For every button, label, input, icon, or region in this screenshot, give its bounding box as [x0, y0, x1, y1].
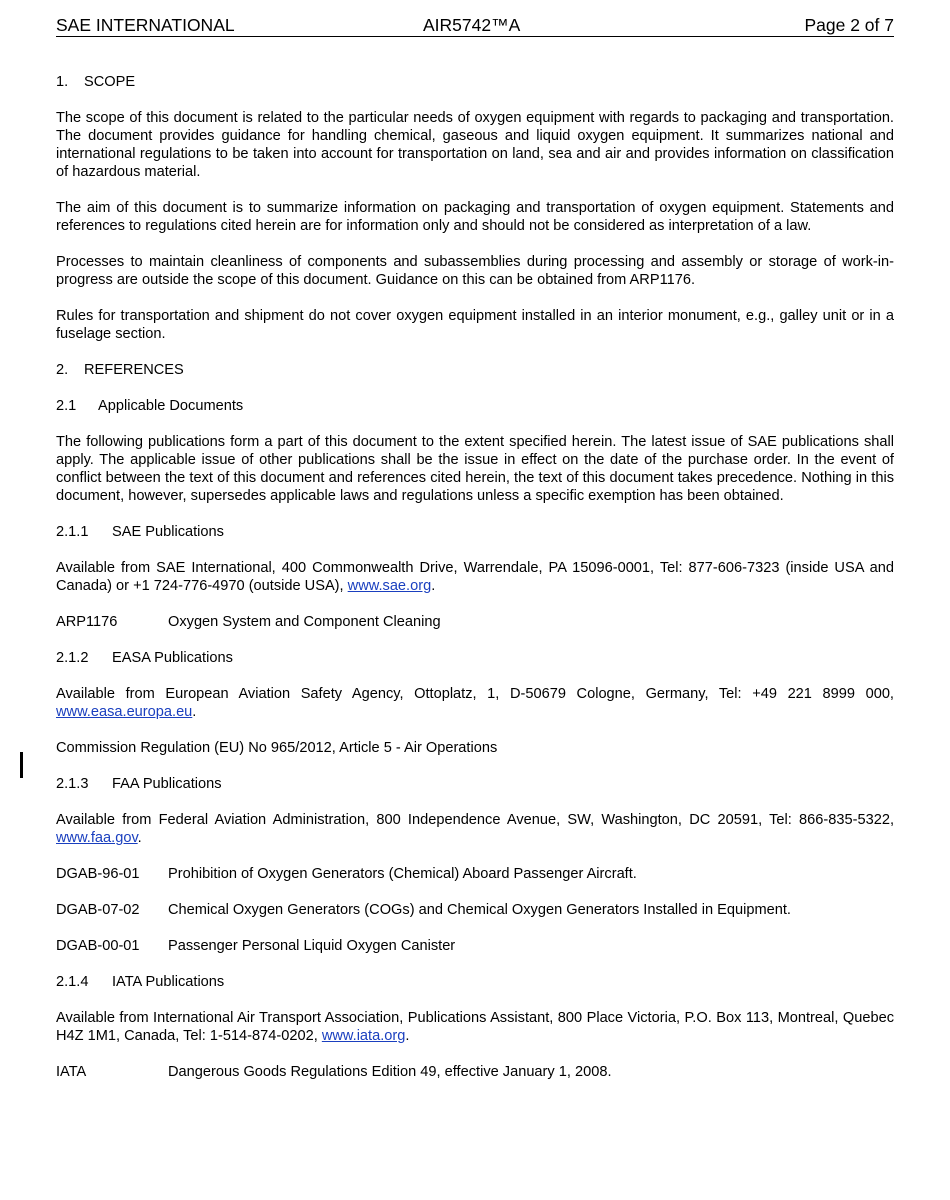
reference-item: IATA Dangerous Goods Regulations Edition 49, effective January 1, 2008. — [56, 1064, 612, 1080]
faa-availability: Available from Federal Aviation Administration, 800 Independence Avenue, SW, Washington, DC 20591, Tel: 866-835-5322, www.faa.gov. — [56, 812, 894, 846]
easa-reference: Commission Regulation (EU) No 965/2012, Article 5 - Air Operations — [56, 740, 498, 756]
reference-item: DGAB-00-01 Passenger Personal Liquid Oxygen Canister — [56, 938, 456, 954]
sae-availability: Available from SAE International, 400 Commonwealth Drive, Warrendale, PA 15096-0001, Tel: 877-606-7323 (inside USA and Canada) or +1 724-776-4970 (outside USA), www.sae.org. — [56, 560, 894, 594]
document-number: AIR5742™A — [423, 15, 521, 35]
iata-availability: Available from International Air Transport Association, Publications Assistant, 800 Place Victoria, P.O. Box 113, Montreal, Quebec H4Z 1M1, Canada, Tel: 1-514-874-0202, www.iata.org. — [56, 1010, 894, 1044]
page-header — [56, 15, 894, 37]
page-number: Page 2 of 7 — [804, 15, 894, 35]
faa-link[interactable]: www.faa.gov — [56, 830, 138, 846]
revision-change-bar — [20, 752, 23, 778]
reference-item: ARP1176 Oxygen System and Component Cleaning — [56, 614, 441, 630]
subsection-heading-faa: 2.1.3 FAA Publications — [56, 776, 222, 792]
reference-item: DGAB-07-02 Chemical Oxygen Generators (COGs) and Chemical Oxygen Generators Installed in Equipment. — [56, 902, 791, 918]
scope-paragraph-4: Rules for transportation and shipment do not cover oxygen equipment installed in an interior monument, e.g., galley unit or in a fuselage section. — [56, 308, 894, 342]
iata-link[interactable]: www.iata.org — [321, 1028, 406, 1044]
sae-link[interactable]: www.sae.org — [347, 578, 432, 594]
scope-paragraph-1: The scope of this document is related to the particular needs of oxygen equipment with regards to packaging and transportation. The document provides guidance for handling chemical, gaseous and liquid oxygen equipment. It summarizes national and international regulations to be taken into account for transportation on land, sea and air and provides information on classification of hazardous material. — [56, 110, 894, 180]
subsection-heading-iata: 2.1.4 IATA Publications — [56, 974, 225, 990]
easa-link[interactable]: www.easa.europa.eu — [56, 704, 193, 720]
subsection-heading-sae: 2.1.1 SAE Publications — [56, 524, 224, 540]
applicable-documents-paragraph: The following publications form a part of this document to the extent specified herein. The latest issue of SAE publications shall apply. The applicable issue of other publications shall be the issue in effect on the date of the purchase order. In the event of conflict between the text of this document and references cited herein, the text of this document takes precedence. Nothing in this document, however, supersedes applicable laws and regulations unless a specific exemption has been obtained. — [56, 434, 894, 504]
publisher-name: SAE INTERNATIONAL — [56, 15, 235, 35]
section-heading-references: 2. REFERENCES — [56, 362, 184, 378]
subsection-heading-applicable-documents: 2.1 Applicable Documents — [56, 398, 244, 414]
document-body — [56, 73, 894, 1081]
reference-item: DGAB-96-01 Prohibition of Oxygen Generators (Chemical) Aboard Passenger Aircraft. — [56, 866, 637, 882]
easa-availability: Available from European Aviation Safety Agency, Ottoplatz, 1, D-50679 Cologne, Germany, Tel: +49 221 8999 000, www.easa.europa.eu. — [56, 686, 894, 720]
subsection-heading-easa: 2.1.2 EASA Publications — [56, 650, 233, 666]
scope-paragraph-2: The aim of this document is to summarize information on packaging and transportation of oxygen equipment. Statements and references to regulations cited herein are for information only and should not be considered as interpretation of a law. — [56, 200, 894, 234]
scope-paragraph-3: Processes to maintain cleanliness of components and subassemblies during processing and assembly or storage of work-in-progress are outside the scope of this document. Guidance on this can be obtained from ARP1176. — [56, 254, 894, 288]
section-heading-scope: 1. SCOPE — [56, 74, 136, 90]
